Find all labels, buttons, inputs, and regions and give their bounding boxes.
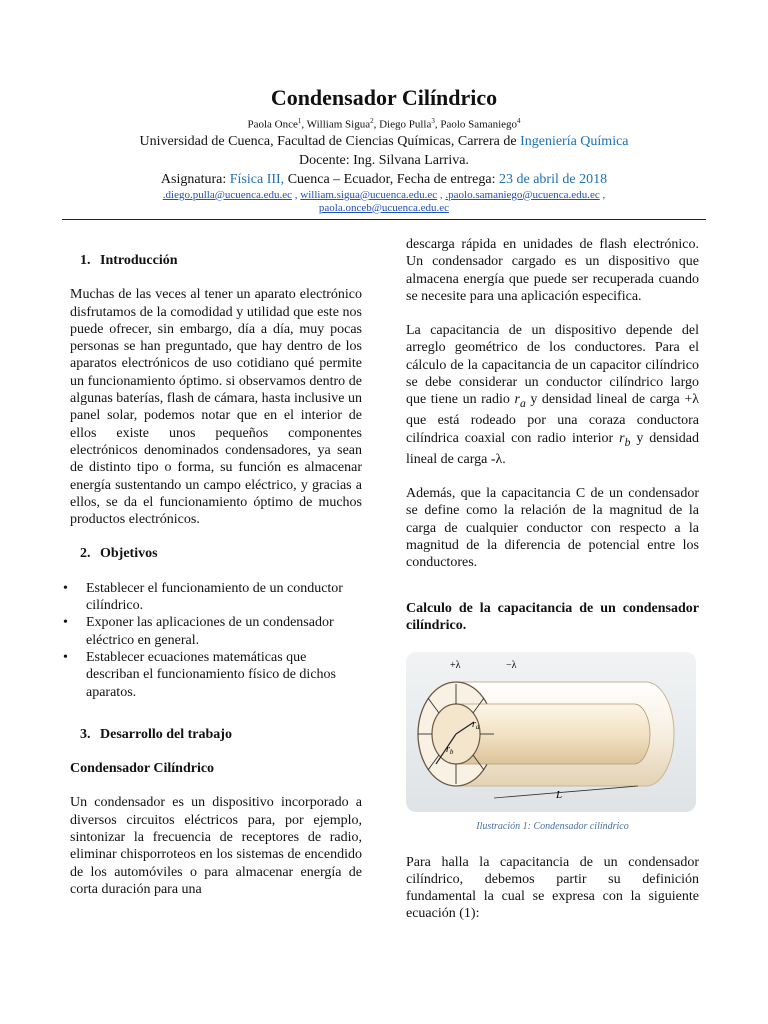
figure-label-length: L	[556, 789, 563, 802]
section-title: Introducción	[100, 253, 178, 268]
intro-paragraph: Muchas de las veces al tener un aparato electrónico disfrutamos de la comodidad y utilidad que este nos puede ofrecer, sin embargo, día a día, muy pocas personas se han preguntado, que hay dentro de los aparatos electrónicos de uso cotidiano qué permite un funcionamiento óptimo. si observamos dentro de algunas baterías, flash de cámara, hasta inclusive un panel solar, podemos notar que en el interior de ellos existe unos pequeños componentes electrónicos denominados condensadores, ya sean de distinto tipo o forma, su función es almacenar energía sustentando un campo eléctrico, y gracias a ellos, se da el funcionamiento óptimo de muchos productos electrónicos.	[70, 287, 362, 528]
email-link[interactable]: paola.onceb@ucuenca.edu.ec	[318, 201, 450, 214]
asignatura-rest: Cuenca – Ecuador, Fecha de entrega:	[287, 171, 496, 187]
capacitance-paragraph	[406, 322, 699, 468]
author-sup: 2	[370, 117, 374, 125]
email-list: .diego.pulla@ucuenca.edu.ec , william.sigua@ucuenca.edu.ec , .paolo.samaniego@ucuenca.edu.ec , paola.onceb@ucuenca.edu.ec	[162, 188, 606, 214]
paper-header	[60, 84, 708, 215]
cylinder-capacitor-illustration	[406, 652, 696, 812]
email-link[interactable]: .paolo.samaniego@ucuenca.edu.ec	[445, 188, 600, 201]
author-name: William Sigua	[306, 118, 371, 131]
section-heading-intro	[70, 252, 362, 269]
list-item: • Exponer las aplicaciones de un condensador eléctrico en general.	[70, 614, 362, 649]
author-sup: 4	[517, 117, 521, 125]
section-number: 3.	[80, 726, 91, 742]
career-link[interactable]: Ingeniería Química	[520, 133, 629, 149]
affiliation-text: Universidad de Cuenca, Facultad de Ciencias Químicas, Carrera de	[139, 133, 517, 149]
author-name: Diego Pulla	[379, 118, 432, 131]
right-column	[406, 236, 699, 923]
due-date[interactable]: 23 de abril de 2018	[498, 171, 608, 187]
section-title: Desarrollo del trabajo	[100, 726, 232, 742]
objectives-list	[70, 580, 362, 701]
author-sup: 1	[297, 117, 302, 125]
definition-paragraph: Además, que la capacitancia C de un condensador se define como la relación de la magnitud de la carga de cualquier conductor con respecto a la magnitud de la diferencia de potencial entre los conductores.	[406, 486, 699, 571]
author-name: Paola Once	[247, 118, 298, 131]
section-number: 1.	[80, 253, 91, 268]
section-heading-objectives	[70, 545, 362, 562]
left-column	[70, 236, 362, 898]
email-link[interactable]: william.sigua@ucuenca.edu.ec	[300, 188, 438, 201]
development-paragraph-continued: descarga rápida en unidades de flash electrónico. Un condensador cargado es un dispositivo que almacena energía que puede ser recuperada cuando se necesite para una aplicación especifica.	[406, 237, 699, 304]
development-paragraph: Un condensador es un dispositivo incorporado a diversos circuitos eléctricos para, por ejemplo, sintonizar la frecuencia de receptores de radio, eliminar chisporroteos en los sistemas de encendido de los automóviles o para almacenar energía de corta duración para una	[70, 795, 362, 897]
final-paragraph: Para halla la capacitancia de un condensador cilíndrico, debemos partir su definición fundamental la cual se expresa con la siguiente ecuación (1):	[406, 854, 699, 922]
figure-label-ra: $r_a$	[472, 719, 480, 732]
author-list: Paola Once$^1$, William Sigua$^2$, Diego Pulla$^3$, Paolo Samaniego$^4$	[247, 117, 521, 131]
radius-a-symbol: $r_a$	[514, 392, 526, 411]
list-item: • Establecer el funcionamiento de un conductor cilíndrico.	[70, 580, 362, 615]
text-span: y densidad lineal de carga +λ que está rodeado por una coraza conductora cilíndrica coaxial con radio interior	[406, 392, 700, 446]
asignatura-label: Asignatura:	[160, 171, 227, 187]
section-number: 2.	[80, 546, 91, 562]
figure-caption: Ilustración 1: Condensador cilíndrico	[476, 821, 629, 833]
radius-b-symbol: $r_b$	[619, 430, 631, 449]
subsection-heading: Condensador Cilíndrico	[70, 761, 215, 777]
text-span: La capacitancia de un dispositivo depende del arreglo geométrico de los conductores. Para el cálculo de la capacitancia de un capacitor cilíndrico se debe considerar un conductor cilíndrico largo que tiene un radio	[406, 323, 699, 408]
text-span: y densidad lineal de carga -λ.	[406, 430, 700, 467]
header-divider	[62, 219, 706, 220]
cylinder-figure	[406, 652, 696, 812]
figure-label-plus: +λ	[450, 660, 461, 672]
section-heading-development	[70, 726, 362, 743]
asignatura-value[interactable]: Física III,	[229, 171, 285, 187]
section-title: Objetivos	[100, 546, 158, 562]
docente-line: Docente: Ing. Silvana Larriva.	[299, 152, 469, 168]
email-link[interactable]: .diego.pulla@ucuenca.edu.ec	[162, 188, 293, 201]
paper-title: Condensador Cilíndrico	[270, 85, 498, 110]
list-item: • Establecer ecuaciones matemáticas que describan el funcionamiento físico de dichos aparatos.	[70, 649, 362, 701]
figure-label-minus: −λ	[506, 660, 517, 672]
figure-label-rb: $r_b$	[446, 744, 454, 757]
author-name: Paolo Samaniego	[440, 118, 518, 131]
author-sup: 3	[431, 117, 435, 125]
affiliation	[60, 132, 708, 151]
calculation-heading: Calculo de la capacitancia de un condensador cilíndrico.	[406, 600, 699, 633]
asignatura-line	[60, 170, 708, 189]
